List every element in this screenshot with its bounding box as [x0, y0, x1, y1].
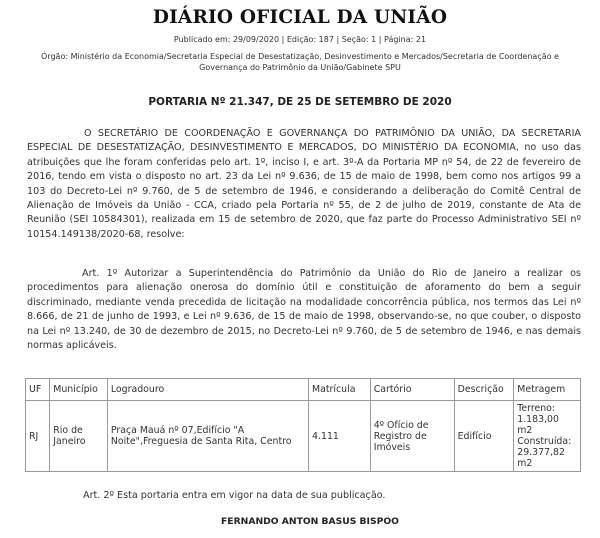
masthead-title: DIÁRIO OFICIAL DA UNIÃO — [152, 7, 448, 28]
orgao-line: Órgão: Ministério da Economia/Secretaria Especial de Desestatização, Desinvestimento e Mercados/Secretaria de Coordenação e — [41, 52, 559, 61]
metragem-construida-value: 29.377,82 m2 — [517, 447, 565, 469]
cell-municipio: Rio de Janeiro — [50, 401, 108, 472]
cell-uf: RJ — [26, 401, 50, 472]
cell-metragem — [514, 401, 581, 472]
orgao-info — [20, 51, 580, 73]
header-cartorio: Cartório — [370, 379, 454, 401]
cell-descricao: Edifício — [454, 401, 514, 472]
cell-logradouro: Praça Mauá nº 07,Edifício "A Noite",Freguesia de Santa Rita, Centro — [107, 401, 308, 472]
metragem-terreno-value: 1.183,00 m2 — [517, 414, 559, 436]
article-1-paragraph: Art. 1º Autorizar a Superintendência do Patrimônio da União do Rio de Janeiro a realizar os procedimentos para alienação onerosa do domínio útil e constituição de aforamento do bem a seguir discriminado, mediante venda precedida de licitação na modalidade concorrência pública, nos termos das Lei nº 8.666, de 21 de junho de 1993, e Lei nº 9.636, de 15 de maio de 1998, observando-se, no que couber, o disposto na Lei nº 13.240, de 30 de dezembro de 2015, no Decreto-Lei nº 9.760, de 5 de setembro de 1946, e nas demais normas aplicáveis. — [27, 268, 581, 352]
header-municipio: Município — [50, 379, 108, 401]
metragem-terreno-label: Terreno: — [517, 403, 556, 414]
orgao-line: Governança do Patrimônio da União/Gabinete SPU — [199, 63, 401, 72]
header-metragem: Metragem — [514, 379, 581, 401]
metragem-construida-label: Construída: — [517, 436, 572, 447]
cell-cartorio: 4º Ofício de Registro de Imóveis — [370, 401, 454, 472]
signer-name: FERNANDO ANTON BASUS BISPOO — [221, 516, 399, 527]
header-logradouro: Logradouro — [107, 379, 308, 401]
article-2-paragraph: Art. 2º Esta portaria entra em vigor na data de sua publicação. — [83, 490, 386, 501]
header-uf: UF — [26, 379, 50, 401]
cell-matricula: 4.111 — [309, 401, 371, 472]
table-row — [26, 401, 581, 472]
header-matricula: Matrícula — [309, 379, 371, 401]
header-descricao: Descrição — [454, 379, 514, 401]
property-table — [25, 378, 581, 472]
preamble-paragraph: O SECRETÁRIO DE COORDENAÇÃO E GOVERNANÇA DO PATRIMÔNIO DA UNIÃO, DA SECRETARIA ESPECIAL DE DESESTATIZAÇÃO, DESINVESTIMENTO E MERCADOS, DO MINISTÉRIO DA ECONOMIA, no uso das atribuições que lhe foram conferidas pelo art. 1º, inciso I, e art. 3º-A da Portaria MP nº 54, de 22 de fevereiro de 2016, tendo em vista o disposto no art. 23 da Lei nº 9.636, de 15 de maio de 1998, bem como nos artigos 99 a 103 do Decreto-Lei nº 9.760, de 5 de setembro de 1946, e considerando a deliberação do Comitê Central de Alienação de Imóveis da União - CCA, criado pela Portaria nº 55, de 2 de julho de 2019, constante de Ata de Reunião (SEI 10584301), realizada em 15 de setembro de 2020, que faz parte do Processo Administrativo SEI nº 10154.149138/2020-68, resolve: — [27, 128, 581, 240]
table-header-row — [26, 379, 581, 401]
publication-info: Publicado em: 29/09/2020 | Edição: 187 | Seção: 1 | Página: 21 — [173, 35, 427, 44]
portaria-title: PORTARIA Nº 21.347, DE 25 DE SETEMBRO DE 2020 — [148, 96, 452, 108]
